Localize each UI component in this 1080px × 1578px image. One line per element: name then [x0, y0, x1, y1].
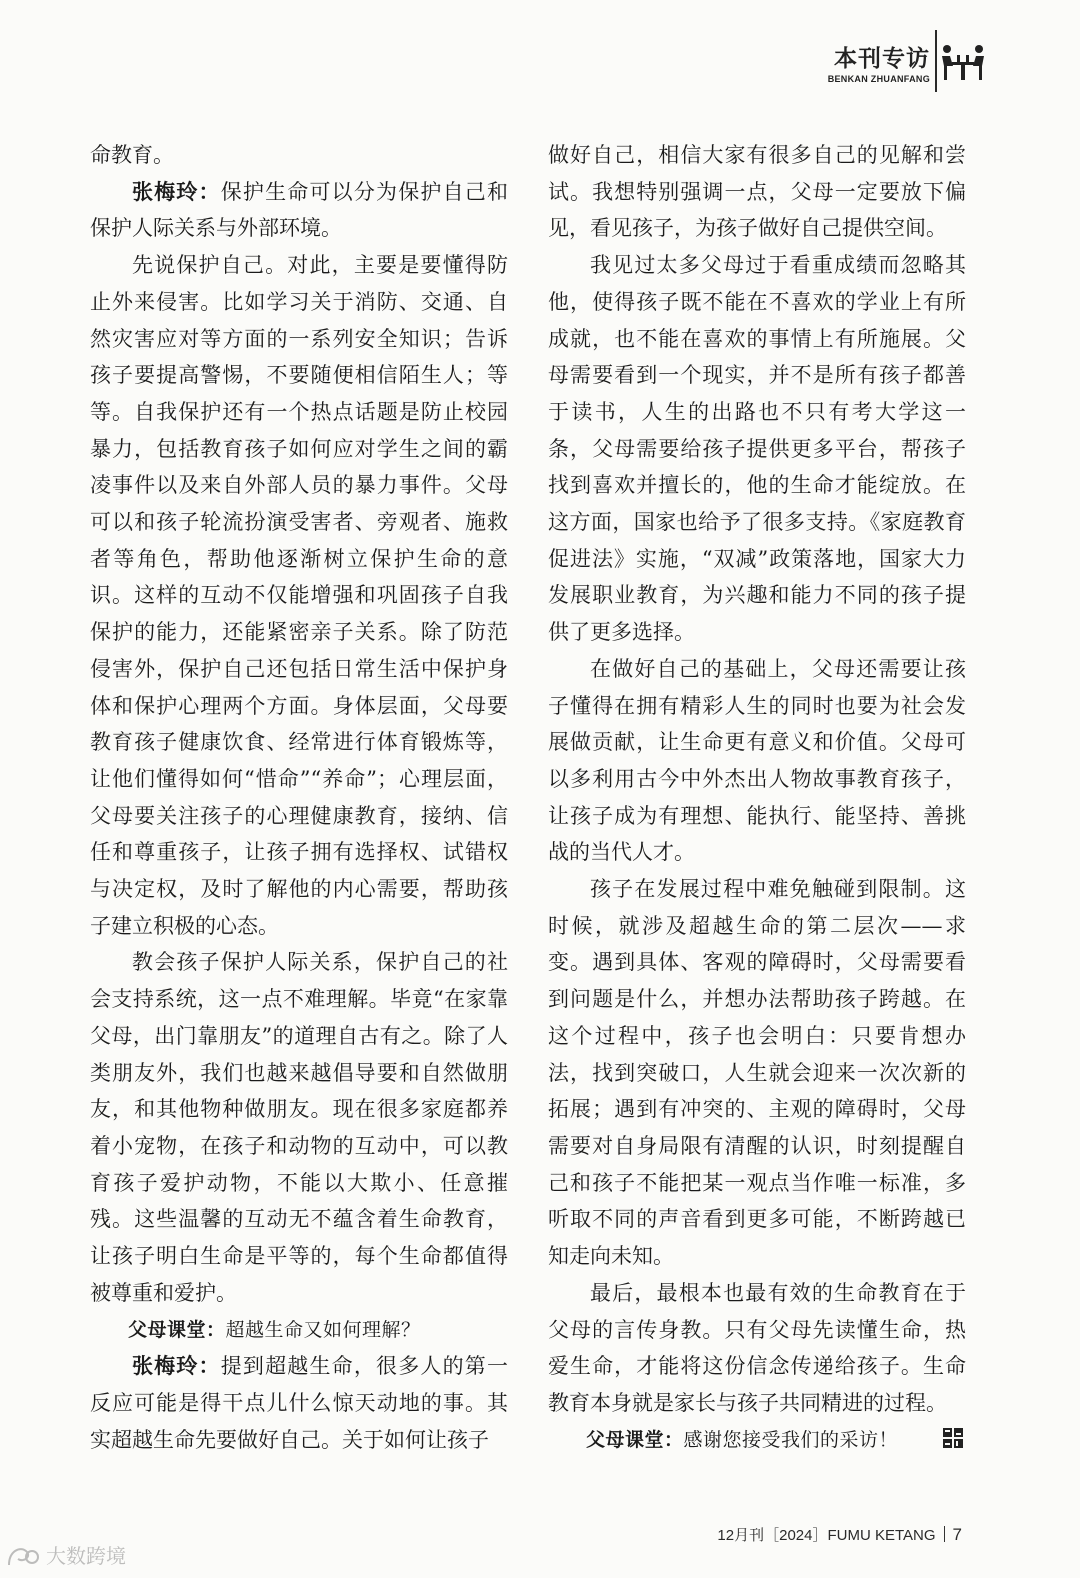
watermark — [6, 1540, 126, 1569]
interview-question — [90, 1312, 508, 1349]
closing-text: 感谢您接受我们的采访！ — [683, 1428, 899, 1451]
paragraph — [90, 1348, 508, 1458]
page-header — [827, 30, 992, 90]
question-label: 父母课堂： — [586, 1428, 684, 1451]
paragraph-text: 保护生命可以分为保护自己和保护人际关系与外部环境。 — [90, 179, 508, 241]
paragraph: 孩子在发展过程中难免触碰到限制。这时候，就涉及超越生命的第二层次——求变。遇到具体、客观的障碍时，父母需要看到问题是什么，并想办法帮助孩子跨越。在这个过程中，孩子也会明白：只要肯想办法，找到突破口，人生就会迎来一次次新的拓展；遇到有冲突的、主观的障碍时，父母需要对自身局限有清醒的认识，时刻提醒自己和孩子不能把某一观点当作唯一标准，多听取不同的声音看到更多可能，不断跨越已知走向未知。 — [548, 877, 966, 1269]
end-mark-icon — [904, 1425, 964, 1462]
paragraph: 命教育。 — [90, 143, 174, 167]
speaker-name: 张梅玲： — [132, 178, 221, 204]
watermark-logo-icon — [6, 1543, 40, 1569]
question-text: 超越生命又如何理解？ — [225, 1318, 421, 1341]
right-column — [548, 137, 966, 1461]
paragraph: 我见过太多父母过于看重成绩而忽略其他，使得孩子既不能在不喜欢的学业上有所成就，也不能在喜欢的事情上有所施展。父母需要看到一个现实，并不是所有孩子都善于读书，人生的出路也不只有考大学这一条，父母需要给孩子提供更多平台，帮孩子找到喜欢并擅长的，他的生命才能绽放。在这方面，国家也给予了很多支持。《家庭教育促进法》实施，“双减”政策落地，国家大力发展职业教育，为兴趣和能力不同的孩子提供了更多选择。 — [548, 253, 966, 645]
paragraph: 做好自己，相信大家有很多自己的见解和尝试。我想特别强调一点，父母一定要放下偏见，看见孩子，为孩子做好自己提供空间。 — [548, 143, 966, 241]
speaker-name: 张梅玲： — [132, 1353, 221, 1379]
section-title: 本刊专访 — [834, 46, 930, 72]
page-footer — [717, 1524, 962, 1545]
paragraph-text: 提到超越生命，很多人的第一反应可能是得干点儿什么惊天动地的事。其实超越生命先要做好自己。关于如何让孩子 — [90, 1354, 508, 1452]
paragraph — [90, 174, 508, 247]
paragraph: 教会孩子保护人际关系，保护自己的社会支持系统，这一点不难理解。毕竟“在家靠父母，出门靠朋友”的道理自古有之。除了人类朋友外，我们也越来越倡导要和自然做朋友，和其他物种做朋友。现在很多家庭都养着小宠物，在孩子和动物的互动中，可以教育孩子爱护动物，不能以大欺小、任意摧残。这些温馨的互动无不蕴含着生命教育，让孩子明白生命是平等的，每个生命都值得被尊重和爱护。 — [90, 950, 508, 1305]
watermark-text: 大数跨境 — [46, 1544, 126, 1568]
footer-divider — [944, 1526, 945, 1542]
page-number: 7 — [952, 1525, 962, 1544]
header-divider — [935, 30, 937, 92]
question-label: 父母课堂： — [128, 1318, 226, 1341]
issue-info: 12月刊［2024］FUMU KETANG — [717, 1527, 936, 1544]
paragraph: 在做好自己的基础上，父母还需要让孩子懂得在拥有精彩人生的同时也要为社会发展做贡献，让生命更有意义和价值。父母可以多利用古今中外杰出人物故事教育孩子，让孩子成为有理想、能执行、能坚持、善挑战的当代人才。 — [548, 656, 966, 865]
paragraph: 先说保护自己。对此，主要是要懂得防止外来侵害。比如学习关于消防、交通、自然灾害应对等方面的一系列安全知识；告诉孩子要提高警惕，不要随便相信陌生人；等等。自我保护还有一个热点话题是防止校园暴力，包括教育孩子如何应对学生之间的霸凌事件以及来自外部人员的暴力事件。父母可以和孩子轮流扮演受害者、旁观者、施救者等角色，帮助他逐渐树立保护生命的意识。这样的互动不仅能增强和巩固孩子自我保护的能力，还能紧密亲子关系。除了防范侵害外，保护自己还包括日常生活中保护身体和保护心理两个方面。身体层面，父母要教育孩子健康饮食、经常进行体育锻炼等，让他们懂得如何“惜命”“养命”；心理层面，父母要关注孩子的心理健康教育，接纳、信任和尊重孩子，让孩子拥有选择权、试错权与决定权，及时了解他的内心需要，帮助孩子建立积极的心态。 — [90, 253, 508, 938]
left-column — [90, 137, 508, 1458]
paragraph: 最后，最根本也最有效的生命教育在于父母的言传身教。只有父母先读懂生命，热爱生命，才能将这份信念传递给孩子。生命教育本身就是家长与孩子共同精进的过程。 — [548, 1280, 966, 1415]
interview-closing — [548, 1422, 966, 1462]
two-people-at-table-icon — [938, 42, 988, 86]
section-subtitle: BENKAN ZHUANFANG — [827, 74, 930, 84]
